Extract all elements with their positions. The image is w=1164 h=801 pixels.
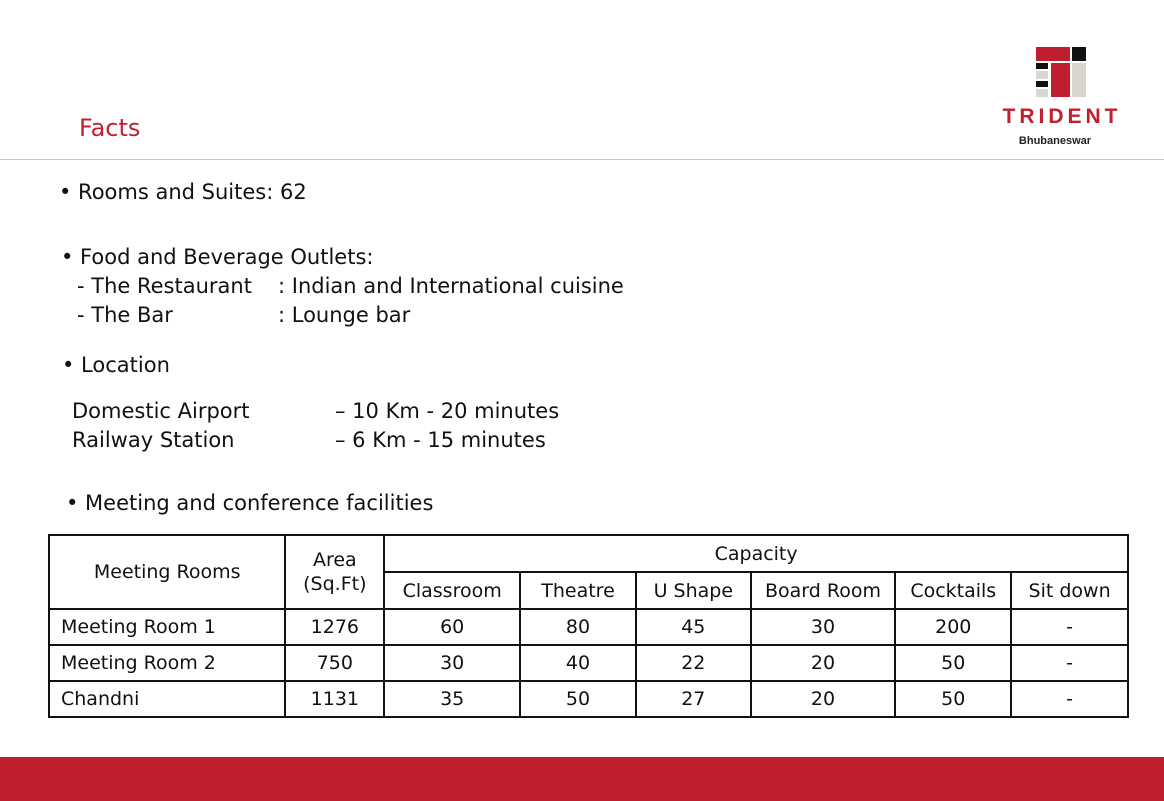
food-item-name: - The Restaurant [77, 274, 252, 298]
trident-logo [992, 47, 1132, 152]
cell-area: 1131 [285, 681, 384, 717]
col-header-classroom: Classroom [384, 572, 520, 609]
cell-u-shape: 22 [636, 645, 751, 681]
cell-theatre: 50 [520, 681, 636, 717]
col-header-rooms: Meeting Rooms [49, 535, 285, 609]
cell-cocktails: 200 [895, 609, 1011, 645]
brand-city: Bhubaneswar [1018, 135, 1092, 147]
cell-board-room: 20 [751, 681, 896, 717]
food-heading: • Food and Beverage Outlets: [61, 245, 374, 269]
cell-room-name: Chandni [49, 681, 285, 717]
table-row [49, 609, 1128, 645]
col-header-board-room: Board Room [751, 572, 896, 609]
footer-bar [0, 757, 1164, 801]
cell-board-room: 20 [751, 645, 896, 681]
location-detail: – 6 Km - 15 minutes [335, 428, 546, 452]
cell-classroom: 30 [384, 645, 520, 681]
cell-u-shape: 27 [636, 681, 751, 717]
cell-board-room: 30 [751, 609, 896, 645]
brand-name: TRIDENT [1002, 105, 1122, 128]
cell-sit-down: - [1011, 609, 1128, 645]
cell-cocktails: 50 [895, 645, 1011, 681]
location-place: Railway Station [72, 428, 235, 452]
cell-theatre: 80 [520, 609, 636, 645]
rooms-line [59, 180, 307, 204]
cell-area: 750 [285, 645, 384, 681]
col-header-capacity: Capacity [384, 535, 1128, 572]
location-place: Domestic Airport [72, 399, 250, 423]
cell-theatre: 40 [520, 645, 636, 681]
cell-room-name: Meeting Room 1 [49, 609, 285, 645]
rooms-colon: : [266, 180, 274, 204]
col-header-sit-down: Sit down [1011, 572, 1128, 609]
meeting-facilities-table [48, 534, 1129, 718]
col-header-cocktails: Cocktails [895, 572, 1011, 609]
header-divider [0, 159, 1164, 160]
food-item-desc: : Indian and International cuisine [278, 274, 624, 298]
cell-classroom: 35 [384, 681, 520, 717]
col-header-u-shape: U Shape [636, 572, 751, 609]
cell-sit-down: - [1011, 645, 1128, 681]
trident-logo-icon [1036, 47, 1086, 97]
cell-cocktails: 50 [895, 681, 1011, 717]
col-header-theatre: Theatre [520, 572, 636, 609]
rooms-label: • Rooms and Suites [59, 180, 267, 204]
table-row [49, 681, 1128, 717]
cell-u-shape: 45 [636, 609, 751, 645]
cell-classroom: 60 [384, 609, 520, 645]
location-heading: • Location [62, 353, 170, 377]
cell-room-name: Meeting Room 2 [49, 645, 285, 681]
page-title: Facts [79, 114, 141, 142]
col-header-area: Area (Sq.Ft) [285, 535, 384, 609]
food-item-desc: : Lounge bar [278, 303, 411, 327]
cell-area: 1276 [285, 609, 384, 645]
cell-sit-down: - [1011, 681, 1128, 717]
food-item-name: - The Bar [77, 303, 173, 327]
location-detail: – 10 Km - 20 minutes [335, 399, 560, 423]
rooms-value: 62 [280, 180, 307, 204]
table-row [49, 645, 1128, 681]
table-header-row [49, 535, 1128, 572]
meeting-heading: • Meeting and conference facilities [66, 491, 434, 515]
